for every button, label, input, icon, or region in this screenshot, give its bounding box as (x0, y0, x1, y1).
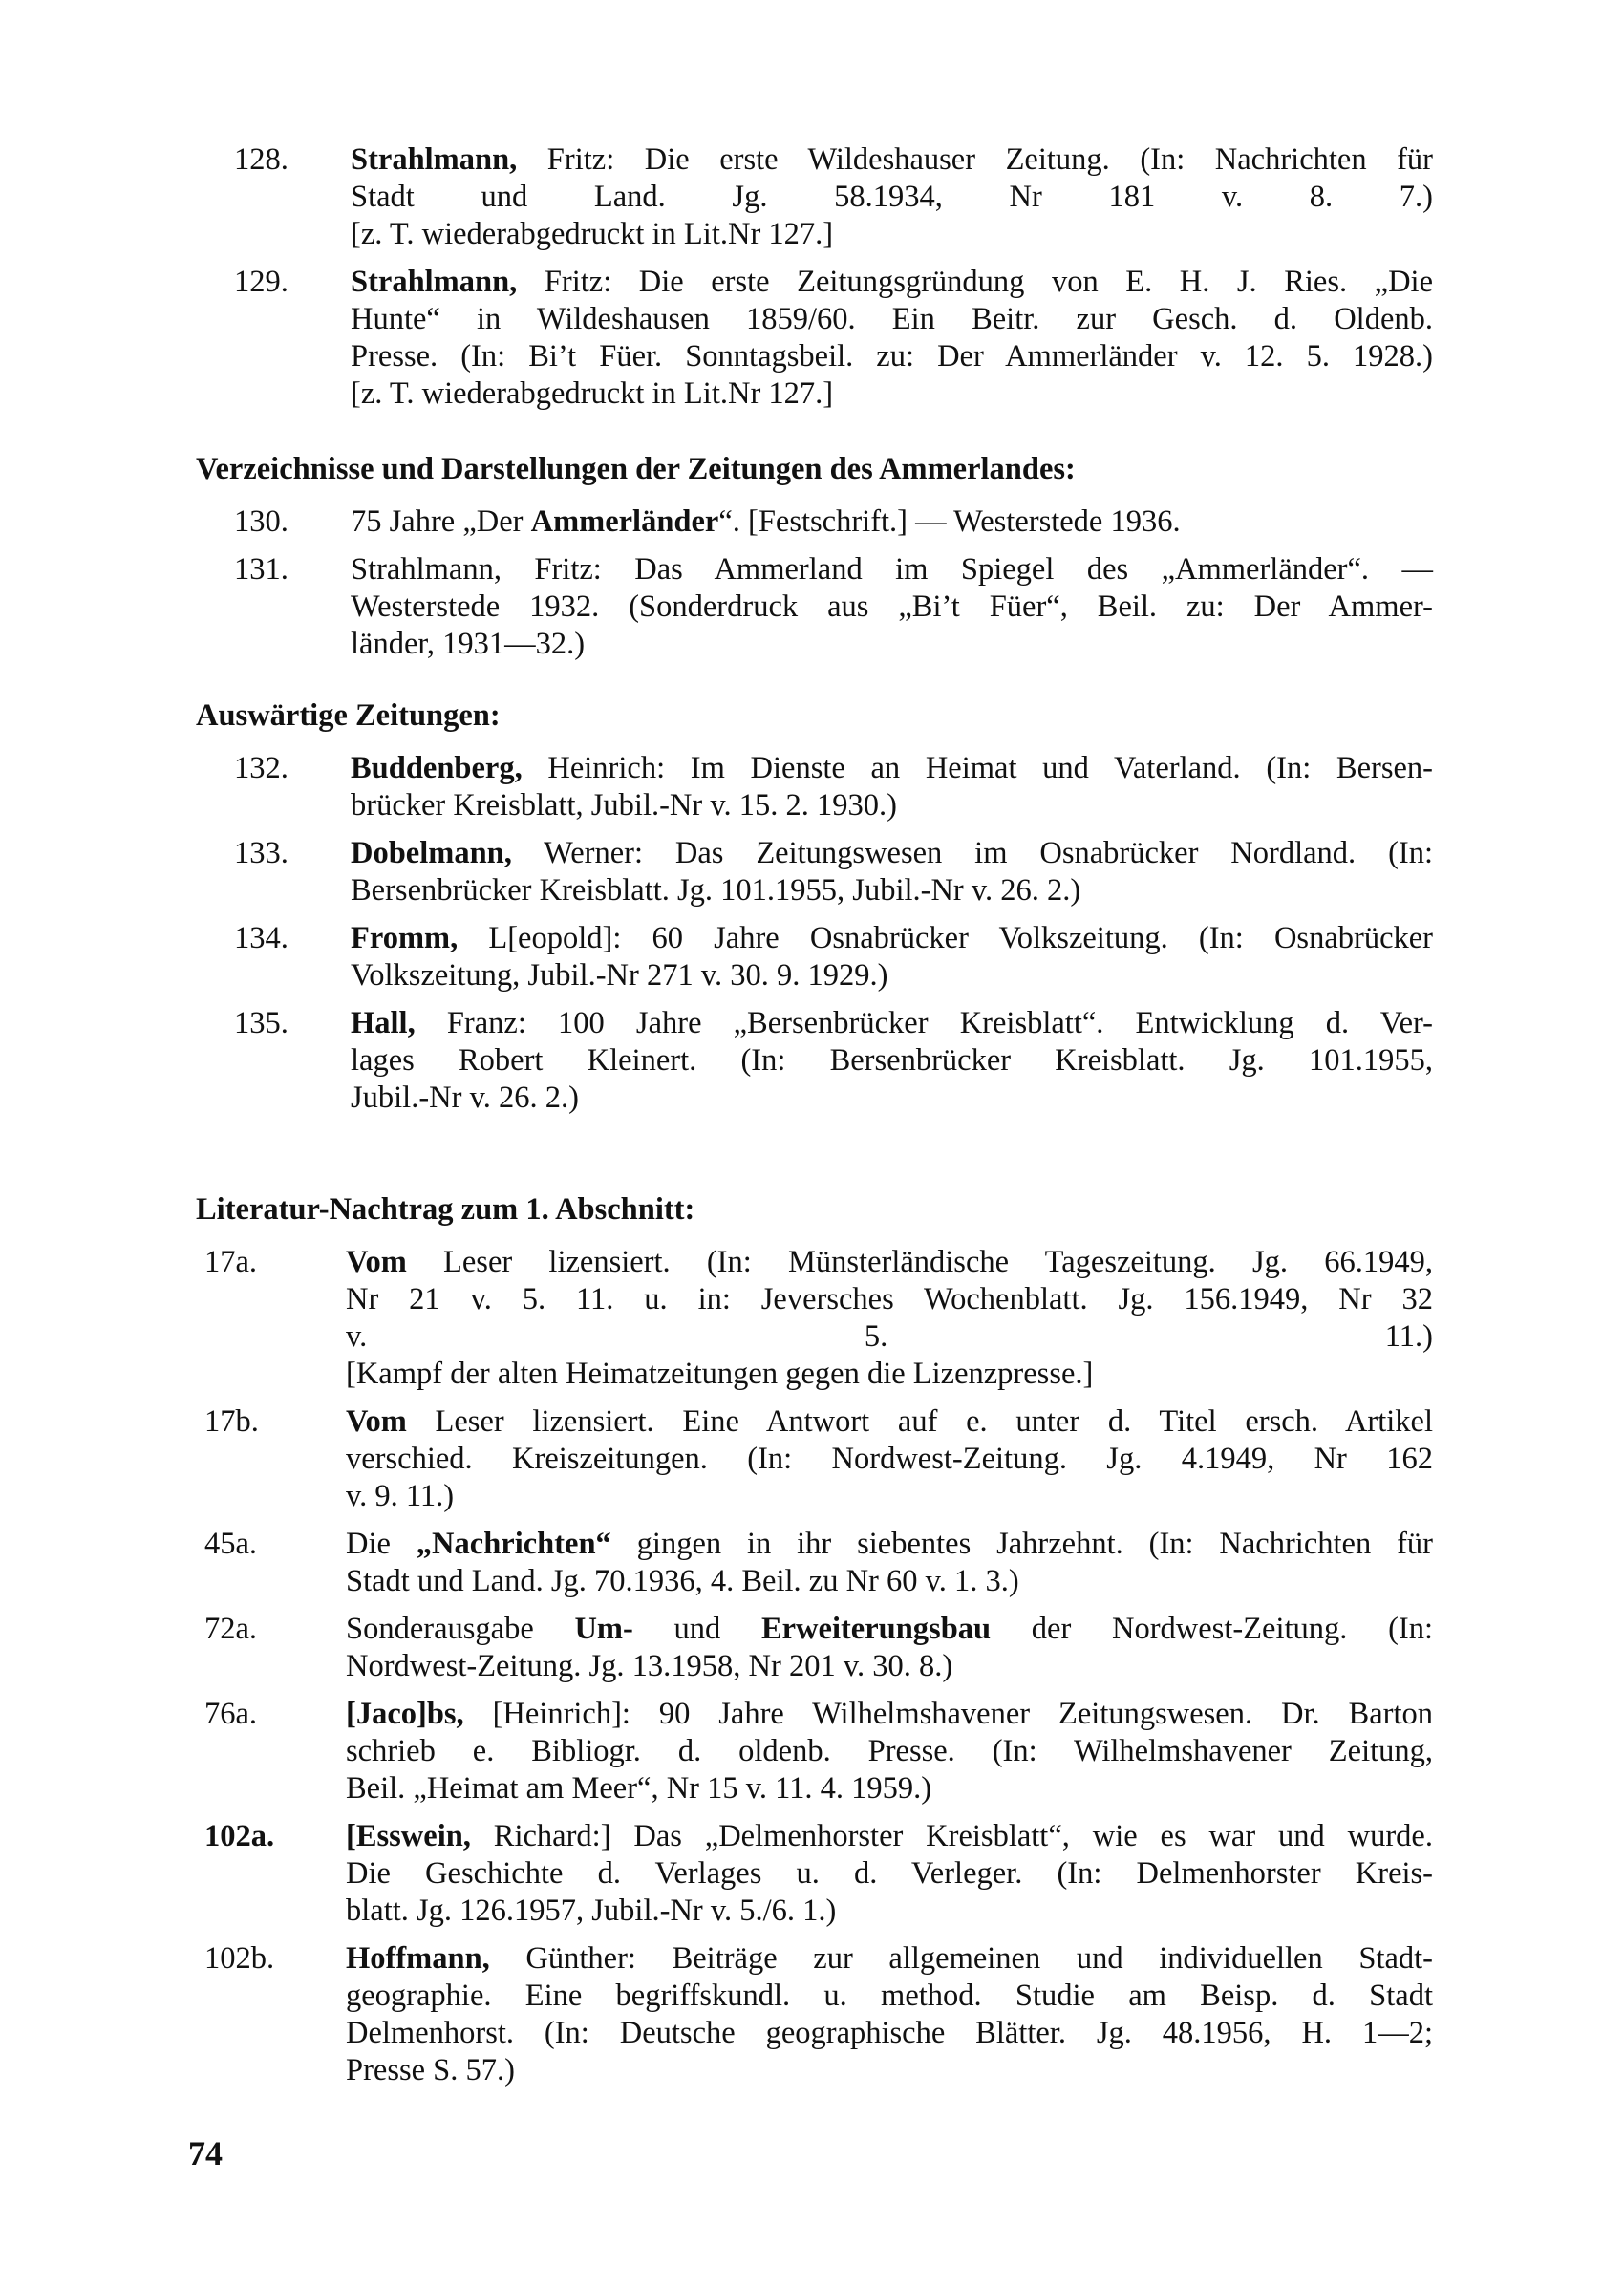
entry-line (351, 589, 1433, 626)
entry-author: Vom (346, 1245, 407, 1279)
entry-text: Presse. (In: Bi’t Füer. Sonntagsbeil. zu: Der Ammerländer v. 12. 5. 1928.) (351, 339, 1433, 374)
entry-line (351, 338, 1433, 375)
entry-line (351, 626, 1433, 663)
entry-number: 45a. (204, 1527, 258, 1561)
entry-line (351, 141, 1433, 179)
entry-text: [z. T. wiederabgedruckt in Lit.Nr 127.] (351, 217, 834, 251)
entry-line (351, 216, 1433, 253)
entry-number: 72a. (204, 1612, 258, 1646)
entry-line (346, 1244, 1433, 1281)
entry-line (351, 835, 1433, 872)
entries-section-2 (191, 503, 1433, 663)
entry-text: L[eopold]: 60 Jahre Osnabrücker Volkszeitung. (In: Osnabrücker (458, 921, 1433, 955)
entry-text: Volkszeitung, Jubil.-Nr 271 v. 30. 9. 1929.) (351, 958, 888, 993)
entry-text: Franz: 100 Jahre „Bersenbrücker Kreisblatt“. Entwicklung d. Ver- (415, 1006, 1433, 1040)
entry-line (346, 1356, 1433, 1393)
entry-text: “. [Festschrift.] — Westerstede 1936. (718, 504, 1181, 539)
entry-number: 102a. (204, 1819, 275, 1853)
entry-line (346, 1648, 1433, 1685)
entry-line (346, 1478, 1433, 1515)
entry-text: Richard:] Das „Delmenhorster Kreisblatt“, wie es war und wurde. (470, 1819, 1433, 1853)
entry-line (351, 787, 1433, 824)
entry-text: geographie. Eine begriffskundl. u. method. Studie am Beisp. d. Stadt (346, 1979, 1433, 2013)
entry-text: [Kampf der alten Heimatzeitungen gegen die Lizenzpresse.] (346, 1357, 1094, 1391)
entry-line (351, 1005, 1433, 1042)
entry-author: Dobelmann, (351, 836, 512, 870)
entry-line (351, 750, 1433, 787)
entry-line (351, 551, 1433, 589)
entry-line (346, 2015, 1433, 2052)
entry-line (346, 1770, 1433, 1808)
entry-number: 135. (234, 1006, 288, 1040)
entry-author: Um- (574, 1612, 633, 1646)
entry-text: Stadt und Land. Jg. 70.1936, 4. Beil. zu Nr 60 v. 1. 3.) (346, 1564, 1019, 1598)
entry-text: der Nordwest-Zeitung. (In: (991, 1612, 1434, 1646)
entry-text: brücker Kreisblatt, Jubil.-Nr v. 15. 2. 1930.) (351, 788, 897, 823)
entry-author: [Jaco]bs, (346, 1697, 464, 1731)
entry-author: Strahlmann, (351, 265, 518, 299)
entry-author: Fromm, (351, 921, 459, 955)
entry-number: 130. (234, 504, 288, 539)
bibliography-entry (191, 1818, 1433, 1930)
entry-text: Die Geschichte d. Verlages u. d. Verleger. (In: Delmenhorster Kreis- (346, 1856, 1433, 1891)
entry-text: v. 9. 11.) (346, 1479, 455, 1513)
entry-text: verschied. Kreiszeitungen. (In: Nordwest-Zeitung. Jg. 4.1949, Nr 162 (346, 1442, 1433, 1476)
entry-text: v. 5. 11.) (346, 1319, 1433, 1354)
entry-text: Werner: Das Zeitungswesen im Osnabrücker Nordland. (In: (511, 836, 1433, 870)
entry-number: 132. (234, 751, 288, 785)
entry-text: Fritz: Die erste Zeitungsgründung von E. H. J. Ries. „Die (517, 265, 1433, 299)
bibliography-entry (191, 920, 1433, 995)
section-heading-auswaertige: Auswärtige Zeitungen: (196, 698, 501, 733)
bibliography-entry (191, 551, 1433, 663)
entry-text: Nr 21 v. 5. 11. u. in: Jeversches Wochenblatt. Jg. 156.1949, Nr 32 (346, 1282, 1433, 1316)
entry-line (351, 179, 1433, 216)
entries-section-1 (191, 141, 1433, 413)
entry-text: Stadt und Land. Jg. 58.1934, Nr 181 v. 8. 7.) (351, 180, 1433, 214)
entry-line (346, 1940, 1433, 1978)
entry-text: Leser lizensiert. Eine Antwort auf e. unter d. Titel ersch. Artikel (406, 1404, 1433, 1439)
bibliography-entry (191, 835, 1433, 910)
entry-number: 102b. (204, 1941, 275, 1976)
entry-text: 75 Jahre „Der (351, 504, 531, 539)
entry-author: [Esswein, (346, 1819, 471, 1853)
entry-author: Hall, (351, 1006, 416, 1040)
entry-text: [Heinrich]: 90 Jahre Wilhelmshavener Zeitungswesen. Dr. Barton (463, 1697, 1433, 1731)
entry-line (351, 1080, 1433, 1117)
entry-line (346, 1318, 1433, 1356)
entry-line (351, 264, 1433, 301)
entry-text: Westerstede 1932. (Sonderdruck aus „Bi’t Füer“, Beil. zu: Der Ammer- (351, 589, 1433, 624)
entries-section-3 (191, 750, 1433, 1117)
bibliography-entry (191, 503, 1433, 541)
entry-line (351, 301, 1433, 338)
entry-author: „Nachrichten“ (416, 1527, 611, 1561)
bibliography-entry (191, 1005, 1433, 1117)
entry-text: lages Robert Kleinert. (In: Bersenbrücker Kreisblatt. Jg. 101.1955, (351, 1043, 1433, 1078)
section-heading-nachtrag: Literatur-Nachtrag zum 1. Abschnitt: (196, 1192, 695, 1227)
entry-line (346, 1818, 1433, 1855)
entry-text: [z. T. wiederabgedruckt in Lit.Nr 127.] (351, 376, 834, 411)
entry-line (351, 1042, 1433, 1080)
entry-line (351, 375, 1433, 413)
entry-author: Buddenberg, (351, 751, 523, 785)
entry-line (346, 1611, 1433, 1648)
entry-author: Vom (346, 1404, 407, 1439)
entry-author: Strahlmann, (351, 142, 518, 177)
entry-text: Leser lizensiert. (In: Münsterländische Tageszeitung. Jg. 66.1949, (406, 1245, 1433, 1279)
entry-number: 17b. (204, 1404, 259, 1439)
entry-line (351, 503, 1433, 541)
entry-line (346, 1893, 1433, 1930)
entry-number: 17a. (204, 1245, 258, 1279)
entry-line (351, 920, 1433, 957)
entry-line (351, 872, 1433, 910)
entry-text: Presse S. 57.) (346, 2053, 515, 2087)
entry-author: Ammerländer (530, 504, 719, 539)
entry-text: und (632, 1612, 761, 1646)
entry-text: blatt. Jg. 126.1957, Jubil.-Nr v. 5./6. 1.) (346, 1894, 837, 1928)
entry-line (346, 1733, 1433, 1770)
entry-text: Jubil.-Nr v. 26. 2.) (351, 1081, 579, 1115)
page-number: 74 (188, 2134, 223, 2172)
entry-line (346, 1563, 1433, 1600)
bibliography-entry (191, 1526, 1433, 1600)
entry-text: Hunte“ in Wildeshausen 1859/60. Ein Beitr. zur Gesch. d. Oldenb. (351, 302, 1433, 336)
entry-line (346, 1281, 1433, 1318)
entry-text: schrieb e. Bibliogr. d. oldenb. Presse. (In: Wilhelmshavener Zeitung, (346, 1734, 1433, 1768)
bibliography-entry (191, 1244, 1433, 1393)
bibliography-entry (191, 1940, 1433, 2089)
entry-text: Die (346, 1527, 417, 1561)
entry-line (346, 1403, 1433, 1441)
entry-text: Heinrich: Im Dienste an Heimat und Vaterland. (In: Bersen- (522, 751, 1433, 785)
entry-number: 129. (234, 265, 288, 299)
entry-number: 133. (234, 836, 288, 870)
entry-text: Günther: Beiträge zur allgemeinen und individuellen Stadt- (489, 1941, 1433, 1976)
entry-line (346, 2052, 1433, 2089)
bibliography-page (191, 141, 1433, 2100)
bibliography-entry (191, 141, 1433, 253)
bibliography-entry (191, 1611, 1433, 1685)
bibliography-entry (191, 1403, 1433, 1515)
entry-line (346, 1855, 1433, 1893)
entry-number: 134. (234, 921, 288, 955)
entry-number: 76a. (204, 1697, 258, 1731)
entry-line (346, 1696, 1433, 1733)
entry-number: 131. (234, 552, 288, 587)
bibliography-entry (191, 750, 1433, 824)
entry-author: Erweiterungsbau (760, 1612, 992, 1646)
entry-text: länder, 1931—32.) (351, 627, 586, 661)
entry-text: Bersenbrücker Kreisblatt. Jg. 101.1955, Jubil.-Nr v. 26. 2.) (351, 873, 1081, 908)
entry-text: Nordwest-Zeitung. Jg. 13.1958, Nr 201 v. 30. 8.) (346, 1649, 953, 1683)
entry-text: Beil. „Heimat am Meer“, Nr 15 v. 11. 4. 1959.) (346, 1771, 932, 1806)
bibliography-entry (191, 1696, 1433, 1808)
entry-line (351, 957, 1433, 995)
entry-line (346, 1441, 1433, 1478)
entries-section-4 (191, 1244, 1433, 2089)
entry-text: Delmenhorst. (In: Deutsche geographische Blätter. Jg. 48.1956, H. 1—2; (346, 2016, 1433, 2050)
bibliography-entry (191, 264, 1433, 413)
entry-text: Fritz: Die erste Wildeshauser Zeitung. (In: Nachrichten für (517, 142, 1433, 177)
entry-line (346, 1978, 1433, 2015)
entry-number: 128. (234, 142, 288, 177)
entry-line (346, 1526, 1433, 1563)
entry-text: Sonderausgabe (346, 1612, 575, 1646)
entry-text: gingen in ihr siebentes Jahrzehnt. (In: Nachrichten für (610, 1527, 1433, 1561)
entry-author: Hoffmann, (346, 1941, 490, 1976)
section-heading-verzeichnisse: Verzeichnisse und Darstellungen der Zeitungen des Ammerlandes: (196, 452, 1076, 486)
entry-text: Strahlmann, Fritz: Das Ammerland im Spiegel des „Ammerländer“. — (351, 552, 1433, 587)
